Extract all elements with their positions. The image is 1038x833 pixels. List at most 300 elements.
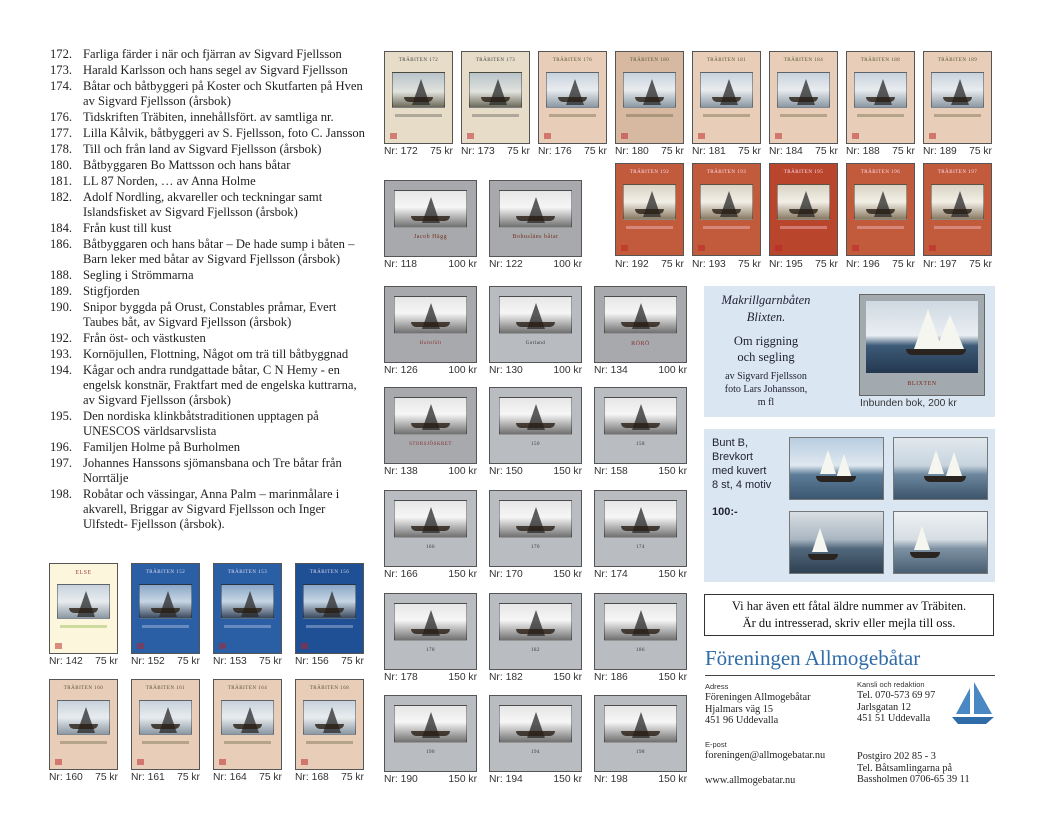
article-list <box>50 47 370 533</box>
book-number: Nr: 142 <box>49 656 83 667</box>
postcard-price: 100:- <box>712 506 738 518</box>
cover-title: TRÄBITEN 181 <box>706 58 747 64</box>
list-item-title: Johannes Hanssons sjömansbana och Tre båtar från Norrtälje <box>83 456 342 485</box>
list-item-number: 198. <box>50 487 73 501</box>
book-caption <box>489 259 582 270</box>
cover-title: TRÄBITEN 184 <box>783 58 824 64</box>
list-item-title: Familjen Holme på Burholmen <box>83 440 241 454</box>
book-cover-161[interactable] <box>131 679 200 770</box>
book-cover-188[interactable] <box>846 51 915 144</box>
book-caption <box>594 774 687 785</box>
back-issues-notice <box>704 594 994 636</box>
sailboat-logo-icon <box>948 680 996 726</box>
book-price: 75 kr <box>969 146 992 157</box>
makrill-cover-title: BLIXTEN <box>907 381 937 387</box>
book-cover-126[interactable] <box>384 286 477 363</box>
book-number: Nr: 184 <box>769 146 803 157</box>
book-price: 75 kr <box>815 146 838 157</box>
book-number: Nr: 134 <box>594 365 628 376</box>
postgiro-line: Bassholmen 0706-65 39 11 <box>857 774 970 785</box>
cover-title: TRÄBITEN 156 <box>309 570 350 576</box>
cover-title: Hultsfält <box>419 341 442 346</box>
book-price: 150 kr <box>553 672 582 683</box>
list-item-number: 172. <box>50 47 73 61</box>
book-cover-194[interactable] <box>489 695 582 772</box>
book-number: Nr: 126 <box>384 365 418 376</box>
book-price: 75 kr <box>969 259 992 270</box>
book-cover-178[interactable] <box>384 593 477 670</box>
book-cover-193[interactable] <box>692 163 761 256</box>
makrill-title-line: Blixten. <box>746 310 786 324</box>
book-number: Nr: 194 <box>489 774 523 785</box>
cover-title: TRÄBITEN 193 <box>706 170 747 176</box>
book-caption <box>923 146 992 157</box>
book-cover-156[interactable] <box>295 563 364 654</box>
cover-title: TRÄBITEN 168 <box>309 686 350 692</box>
book-number: Nr: 158 <box>594 466 628 477</box>
book-number: Nr: 180 <box>615 146 649 157</box>
notice-line: Vi har även ett fåtal äldre nummer av Träbiten. <box>731 599 967 613</box>
book-cover-168[interactable] <box>295 679 364 770</box>
postcard-line: Brevkort <box>712 451 753 463</box>
book-cover-198[interactable] <box>594 695 687 772</box>
cover-title: STORSJÖSKRET <box>409 442 452 447</box>
cover-title: 190 <box>426 750 435 755</box>
book-cover-172[interactable] <box>384 51 453 144</box>
book-number: Nr: 118 <box>384 259 418 270</box>
makrill-title-line: Makrillgarnbåten <box>721 293 811 307</box>
list-item-title: Till och från land av Sigvard Fjellsson (årsbok) <box>83 142 322 156</box>
list-item <box>50 142 370 157</box>
book-caption <box>384 365 477 376</box>
book-cover-195[interactable] <box>769 163 838 256</box>
book-number: Nr: 130 <box>489 365 523 376</box>
cover-title: 150 <box>531 442 540 447</box>
book-price: 100 kr <box>448 365 477 376</box>
list-item-title: LL 87 Norden, … av Anna Holme <box>83 174 256 188</box>
list-item-number: 173. <box>50 63 73 77</box>
list-item-number: 181. <box>50 174 73 188</box>
book-caption <box>692 146 761 157</box>
list-item-number: 193. <box>50 347 73 361</box>
book-number: Nr: 170 <box>489 569 523 580</box>
book-caption <box>384 466 477 477</box>
office-street: Jarlsgatan 12 <box>857 701 912 713</box>
book-caption <box>594 569 687 580</box>
list-item-title: Från kust till kust <box>83 221 172 235</box>
cover-title: TRÄBITEN 173 <box>475 58 516 64</box>
book-cover-189[interactable] <box>923 51 992 144</box>
book-number: Nr: 198 <box>594 774 628 785</box>
book-cover-138[interactable] <box>384 387 477 464</box>
book-cover-181[interactable] <box>692 51 761 144</box>
book-caption <box>846 259 915 270</box>
book-price: 75 kr <box>892 259 915 270</box>
list-item-number: 188. <box>50 268 73 282</box>
book-caption <box>489 672 582 683</box>
list-item-number: 190. <box>50 300 73 314</box>
book-caption <box>692 259 761 270</box>
book-number: Nr: 164 <box>213 772 247 783</box>
list-item <box>50 409 370 439</box>
book-cover-184[interactable] <box>769 51 838 144</box>
book-price: 75 kr <box>661 259 684 270</box>
book-price: 75 kr <box>259 772 282 783</box>
list-item-number: 180. <box>50 158 73 172</box>
cover-title: Jacob Hägg <box>413 233 448 240</box>
list-item-title: Snipor byggda på Orust, Constables pråmar, Evert Taubes båt, av Sigvard Fjellsson (årsbok) <box>83 300 337 329</box>
book-caption <box>594 672 687 683</box>
book-price: 150 kr <box>553 466 582 477</box>
book-price: 100 kr <box>553 365 582 376</box>
book-cover-122[interactable] <box>489 180 582 257</box>
book-price: 150 kr <box>553 569 582 580</box>
address-line: 451 96 Uddevalla <box>705 715 779 726</box>
list-item <box>50 47 370 62</box>
sailboat-photo <box>866 301 978 373</box>
list-item-number: 192. <box>50 331 73 345</box>
list-item-title: Kornöjullen, Flottning, Något om trä till båtbyggnad <box>83 347 349 361</box>
book-price: 75 kr <box>95 656 118 667</box>
cover-title: TRÄBITEN 196 <box>860 170 901 176</box>
book-cover-196[interactable] <box>846 163 915 256</box>
book-caption <box>295 656 364 667</box>
book-caption <box>769 259 838 270</box>
book-cover-170[interactable] <box>489 490 582 567</box>
list-item <box>50 331 370 346</box>
office-city: 451 51 Uddevalla <box>857 713 931 724</box>
list-item-title: Tidskriften Träbiten, innehållsfört. av samtliga nr. <box>83 110 334 124</box>
book-number: Nr: 178 <box>384 672 418 683</box>
list-item <box>50 456 370 486</box>
book-cover-173[interactable] <box>461 51 530 144</box>
book-number: Nr: 193 <box>692 259 726 270</box>
book-price: 100 kr <box>658 365 687 376</box>
cover-title: TRÄBITEN 153 <box>227 570 268 576</box>
book-cover-134[interactable] <box>594 286 687 363</box>
list-item <box>50 300 370 330</box>
book-price: 150 kr <box>658 672 687 683</box>
list-item-title: Båtar och båtbyggeri på Koster och Skutfarten på Hven av Sigvard Fjellsson (årsbok) <box>83 79 363 108</box>
book-number: Nr: 174 <box>594 569 628 580</box>
book-number: Nr: 186 <box>594 672 628 683</box>
cover-title: 194 <box>531 750 540 755</box>
cover-title: 174 <box>636 545 645 550</box>
postcard-line: med kuvert <box>712 465 767 477</box>
book-number: Nr: 181 <box>692 146 726 157</box>
cover-title: 186 <box>636 648 645 653</box>
book-number: Nr: 190 <box>384 774 418 785</box>
book-caption <box>49 772 118 783</box>
list-item-title: Segling i Strömmarna <box>83 268 194 282</box>
book-cover-182[interactable] <box>489 593 582 670</box>
makrill-subtitle-line: och segling <box>737 350 795 364</box>
email-link[interactable]: foreningen@allmogebatar.nu <box>705 750 826 761</box>
cover-title: 182 <box>531 648 540 653</box>
book-cover-142[interactable] <box>49 563 118 654</box>
book-price: 75 kr <box>815 259 838 270</box>
postcard-line: 8 st, 4 motiv <box>712 479 772 491</box>
list-item-number: 176. <box>50 110 73 124</box>
postgiro-block <box>857 751 970 786</box>
cover-title: 178 <box>426 648 435 653</box>
book-cover-158[interactable] <box>594 387 687 464</box>
book-price: 150 kr <box>658 569 687 580</box>
cover-title: TRÄBITEN 195 <box>783 170 824 176</box>
list-item-number: 177. <box>50 126 73 140</box>
makrill-author-line: foto Lars Johansson, <box>724 384 808 395</box>
book-price: 75 kr <box>95 772 118 783</box>
cover-title: 198 <box>636 750 645 755</box>
book-caption <box>131 656 200 667</box>
address-label: Adress <box>705 682 729 691</box>
makrill-author <box>706 370 826 409</box>
book-number: Nr: 161 <box>131 772 165 783</box>
list-item-number: 182. <box>50 190 73 204</box>
book-cover-186[interactable] <box>594 593 687 670</box>
book-number: Nr: 138 <box>384 466 418 477</box>
book-number: Nr: 182 <box>489 672 523 683</box>
postcard-line: Bunt B, <box>712 437 749 449</box>
book-number: Nr: 122 <box>489 259 523 270</box>
book-price: 100 kr <box>448 259 477 270</box>
cover-title: ELSE <box>75 570 92 577</box>
book-number: Nr: 188 <box>846 146 880 157</box>
address-line: Föreningen Allmogebåtar <box>705 692 811 703</box>
address-line: Hjalmars väg 15 <box>705 703 774 715</box>
book-cover-153[interactable] <box>213 563 282 654</box>
cover-title: Gotland <box>525 341 546 346</box>
email-block <box>705 740 825 762</box>
book-caption <box>489 365 582 376</box>
list-item-title: Robåtar och vässingar, Anna Palm – marinmålare i akvarell, Briggar av Sigvard Fjellsson och Inger Ulfstedt- Fjellsson (årsbok). <box>83 487 340 531</box>
makrill-author-line: m fl <box>757 397 775 408</box>
cover-title: 166 <box>426 545 435 550</box>
book-cover-176[interactable] <box>538 51 607 144</box>
book-cover-150[interactable] <box>489 387 582 464</box>
book-price: 150 kr <box>658 466 687 477</box>
book-price: 150 kr <box>658 774 687 785</box>
cover-title: 158 <box>636 442 645 447</box>
book-price: 150 kr <box>448 672 477 683</box>
book-caption <box>384 774 477 785</box>
book-cover-190[interactable] <box>384 695 477 772</box>
list-item-title: Farliga färder i när och fjärran av Sigvard Fjellsson <box>83 47 342 61</box>
book-cover-164[interactable] <box>213 679 282 770</box>
book-number: Nr: 195 <box>769 259 803 270</box>
book-number: Nr: 156 <box>295 656 329 667</box>
list-item <box>50 190 370 220</box>
postgiro-line: Postgiro 202 85 - 3 <box>857 751 936 762</box>
list-item-title: Harald Karlsson och hans segel av Sigvard Fjellsson <box>83 63 348 77</box>
book-caption <box>594 466 687 477</box>
book-cover-192[interactable] <box>615 163 684 256</box>
book-price: 100 kr <box>448 466 477 477</box>
list-item-title: Lilla Kålvik, båtbyggeri av S. Fjellsson, foto C. Jansson <box>83 126 365 140</box>
book-number: Nr: 173 <box>461 146 495 157</box>
postcard-description <box>712 436 771 492</box>
list-item <box>50 487 370 532</box>
list-item <box>50 440 370 455</box>
website-link[interactable]: www.allmogebatar.nu <box>705 775 796 786</box>
book-caption <box>384 569 477 580</box>
book-cover-152[interactable] <box>131 563 200 654</box>
book-number: Nr: 152 <box>131 656 165 667</box>
book-price: 150 kr <box>448 569 477 580</box>
book-price: 75 kr <box>341 656 364 667</box>
list-item-number: 197. <box>50 456 73 470</box>
list-item-number: 174. <box>50 79 73 93</box>
makrill-author-line: av Sigvard Fjellsson <box>725 371 807 382</box>
postgiro-line: Tel. Båtsamlingarna på <box>857 762 953 774</box>
book-price: 75 kr <box>738 146 761 157</box>
book-number: Nr: 176 <box>538 146 572 157</box>
cover-title: 170 <box>531 545 540 550</box>
postcard-1[interactable] <box>789 437 884 500</box>
makrill-subtitle <box>706 333 826 365</box>
book-caption <box>384 259 477 270</box>
list-item-title: Kågar och andra rundgattade båtar, C N Hemy - en engelsk konstnär, Fraktfart med de engelska kuttrarna, av Sigvard Fjellsson (årsbok) <box>83 363 357 407</box>
list-item-title: Båtbyggaren Bo Mattsson och hans båtar <box>83 158 291 172</box>
book-price: 75 kr <box>738 259 761 270</box>
book-caption <box>384 672 477 683</box>
postcard-4[interactable] <box>893 511 988 574</box>
list-item-title: Från öst- och västkusten <box>83 331 206 345</box>
book-cover-180[interactable] <box>615 51 684 144</box>
book-caption <box>131 772 200 783</box>
book-cover-160[interactable] <box>49 679 118 770</box>
list-item <box>50 284 370 299</box>
book-number: Nr: 197 <box>923 259 957 270</box>
list-item-number: 196. <box>50 440 73 454</box>
list-item-title: Den nordiska klinkbåtstraditionen upptagen på UNESCOS världsarvslista <box>83 409 319 438</box>
cover-title: RÖRÖ <box>631 341 650 347</box>
book-number: Nr: 168 <box>295 772 329 783</box>
book-number: Nr: 172 <box>384 146 418 157</box>
book-caption <box>489 466 582 477</box>
book-price: 75 kr <box>177 656 200 667</box>
book-price: 75 kr <box>430 146 453 157</box>
office-label: Kansli och redaktion <box>857 680 925 689</box>
book-price: 75 kr <box>259 656 282 667</box>
list-item <box>50 79 370 109</box>
makrill-book-cover[interactable] <box>859 294 985 396</box>
book-cover-166[interactable] <box>384 490 477 567</box>
book-caption <box>594 365 687 376</box>
book-price: 100 kr <box>553 259 582 270</box>
cover-title: TRÄBITEN 176 <box>552 58 593 64</box>
book-caption <box>49 656 118 667</box>
cover-title: TRÄBITEN 197 <box>937 170 978 176</box>
cover-title: TRÄBITEN 161 <box>145 686 186 692</box>
list-item-number: 178. <box>50 142 73 156</box>
list-item <box>50 110 370 125</box>
list-item <box>50 237 370 267</box>
email-label: E-post <box>705 740 727 749</box>
book-caption <box>461 146 530 157</box>
makrill-subtitle-line: Om riggning <box>733 334 799 348</box>
postcard-3[interactable] <box>789 511 884 574</box>
book-price: 75 kr <box>507 146 530 157</box>
book-price: 75 kr <box>661 146 684 157</box>
book-price: 75 kr <box>584 146 607 157</box>
book-cover-118[interactable] <box>384 180 477 257</box>
list-item <box>50 158 370 173</box>
book-price: 75 kr <box>892 146 915 157</box>
book-caption <box>384 146 453 157</box>
cover-title: TRÄBITEN 152 <box>145 570 186 576</box>
list-item <box>50 363 370 408</box>
notice-line: Är du intresserad, skriv eller mejla till oss. <box>742 616 956 630</box>
book-number: Nr: 150 <box>489 466 523 477</box>
list-item-number: 189. <box>50 284 73 298</box>
book-cover-197[interactable] <box>923 163 992 256</box>
book-caption <box>615 146 684 157</box>
list-item <box>50 268 370 283</box>
book-caption <box>295 772 364 783</box>
list-item-number: 195. <box>50 409 73 423</box>
book-number: Nr: 153 <box>213 656 247 667</box>
list-item <box>50 126 370 141</box>
list-item <box>50 221 370 236</box>
office-block <box>857 680 935 725</box>
book-caption <box>489 569 582 580</box>
postcard-2[interactable] <box>893 437 988 500</box>
book-caption <box>923 259 992 270</box>
list-item-title: Adolf Nordling, akvareller och teckningar samt Islandsfisket av Sigvard Fjellsson (årsbok) <box>83 190 323 219</box>
cover-title: TRÄBITEN 180 <box>629 58 670 64</box>
book-number: Nr: 166 <box>384 569 418 580</box>
list-item <box>50 63 370 78</box>
cover-title: TRÄBITEN 160 <box>63 686 104 692</box>
book-cover-130[interactable] <box>489 286 582 363</box>
book-cover-174[interactable] <box>594 490 687 567</box>
book-price: 75 kr <box>177 772 200 783</box>
book-price: 150 kr <box>448 774 477 785</box>
book-price: 75 kr <box>341 772 364 783</box>
book-number: Nr: 192 <box>615 259 649 270</box>
book-caption <box>489 774 582 785</box>
organization-name: Föreningen Allmogebåtar <box>705 646 921 670</box>
book-number: Nr: 189 <box>923 146 957 157</box>
list-item-number: 184. <box>50 221 73 235</box>
office-phone: Tel. 070-573 69 97 <box>857 690 936 701</box>
book-caption <box>615 259 684 270</box>
cover-title: TRÄBITEN 172 <box>398 58 439 64</box>
book-caption <box>213 656 282 667</box>
book-price: 150 kr <box>553 774 582 785</box>
cover-title: TRÄBITEN 164 <box>227 686 268 692</box>
makrill-caption: Inbunden bok, 200 kr <box>860 398 957 409</box>
address-block <box>705 682 811 727</box>
book-caption <box>213 772 282 783</box>
book-caption <box>538 146 607 157</box>
list-item-title: Stigfjorden <box>83 284 140 298</box>
cover-title: TRÄBITEN 188 <box>860 58 901 64</box>
book-number: Nr: 196 <box>846 259 880 270</box>
makrill-title <box>706 292 826 326</box>
book-caption <box>846 146 915 157</box>
book-number: Nr: 160 <box>49 772 83 783</box>
list-item-number: 194. <box>50 363 73 377</box>
cover-title: TRÄBITEN 192 <box>629 170 670 176</box>
list-item-title: Båtbyggaren och hans båtar – De hade sump i båten – Barn leker med båtar av Sigvard Fjellsson (årsbok) <box>83 237 355 266</box>
list-item-number: 186. <box>50 237 73 251</box>
list-item <box>50 347 370 362</box>
cover-title: TRÄBITEN 189 <box>937 58 978 64</box>
divider <box>705 675 995 676</box>
cover-title: Bohusläns båtar <box>512 233 559 240</box>
